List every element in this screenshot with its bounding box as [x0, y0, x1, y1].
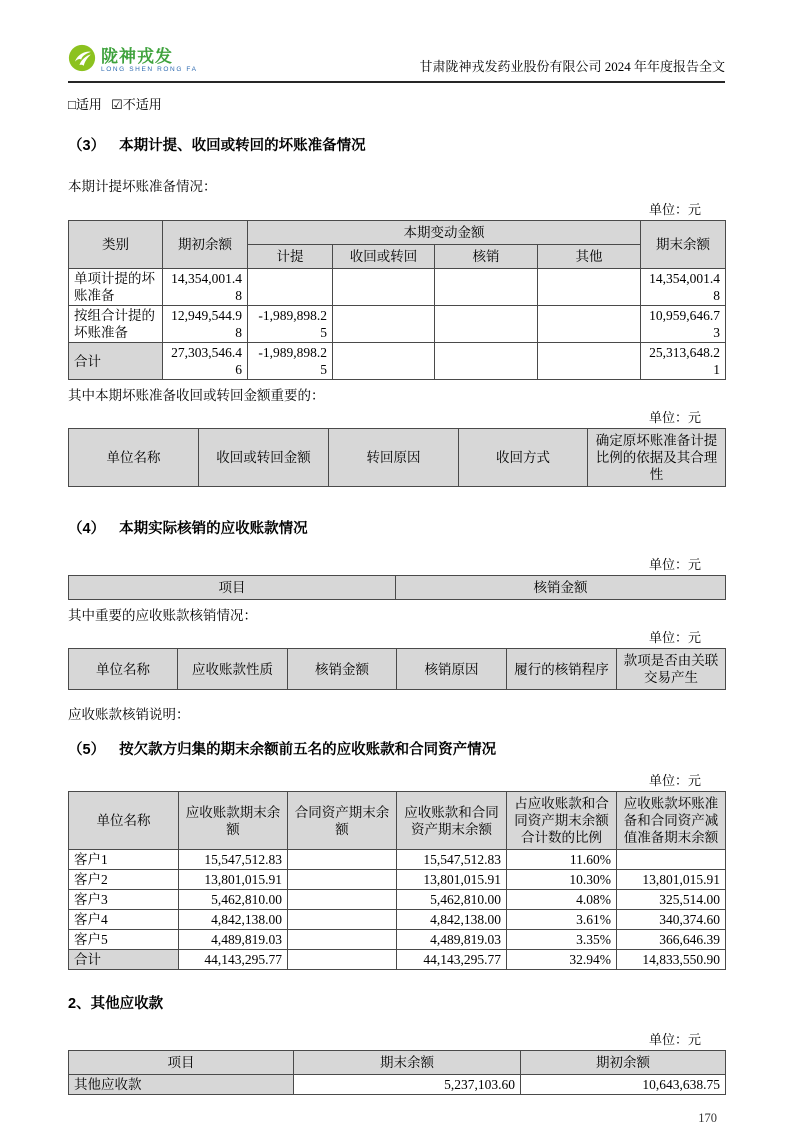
- checkbox-unchecked-icon: □: [68, 97, 76, 112]
- closing-value: 10,959,646.73: [641, 306, 726, 343]
- combined-value: 13,801,015.91: [397, 870, 507, 890]
- total-label: 合计: [69, 950, 179, 970]
- opening-value: 12,949,544.98: [163, 306, 248, 343]
- brand-name-en: LONG SHEN RONG FA: [101, 65, 198, 73]
- col-header-closing-balance: 期末余额: [294, 1051, 521, 1075]
- section5-number: （5）: [68, 742, 106, 758]
- recover-total: [333, 343, 435, 380]
- combined-value: 4,842,138.00: [397, 910, 507, 930]
- contract-asset-value: [288, 910, 397, 930]
- col-header-provision-closing: 应收账款坏账准备和合同资产减值准备期末余额: [617, 792, 726, 850]
- checkbox-applicable-label: 适用: [75, 97, 102, 112]
- contract-asset-value: [288, 870, 397, 890]
- section3-title: [68, 134, 725, 155]
- ratio-value: 4.08%: [507, 890, 617, 910]
- closing-balance-value: 5,237,103.60: [294, 1075, 521, 1095]
- top5-receivables-table: [68, 791, 726, 970]
- receivable-value: 5,462,810.00: [179, 890, 288, 910]
- unit-label-4: 单位：元: [648, 630, 701, 645]
- recover-detail-table: [68, 428, 726, 487]
- logo-wordmark: [101, 48, 198, 74]
- col-header-unit-name: 单位名称: [69, 649, 178, 690]
- receivable-value: 4,842,138.00: [179, 910, 288, 930]
- writeoff-summary-table: [68, 575, 726, 600]
- writeoff-total: [435, 343, 538, 380]
- table-total-row: [69, 950, 726, 970]
- writeoff-value: [435, 306, 538, 343]
- opening-total: 27,303,546.46: [163, 343, 248, 380]
- col-header-recover: 收回或转回: [333, 245, 435, 269]
- col-header-closing: 期末余额: [641, 221, 726, 269]
- col-header-recover-reason: 转回原因: [329, 429, 459, 487]
- table-row: [69, 306, 726, 343]
- receivable-value: 13,801,015.91: [179, 870, 288, 890]
- col-header-combined-closing: 应收账款和合同资产期末余额: [397, 792, 507, 850]
- accrual-value: [248, 269, 333, 306]
- customer-name: 客户1: [69, 850, 179, 870]
- col-header-opening-balance: 期初余额: [521, 1051, 726, 1075]
- customer-name: 客户4: [69, 910, 179, 930]
- page-header: [68, 44, 725, 83]
- ratio-value: 3.35%: [507, 930, 617, 950]
- combined-value: 5,462,810.00: [397, 890, 507, 910]
- recover-value: [333, 269, 435, 306]
- col-header-writeoff-reason: 核销原因: [397, 649, 507, 690]
- receivable-total: 44,143,295.77: [179, 950, 288, 970]
- customer-name: 客户2: [69, 870, 179, 890]
- opening-balance-value: 10,643,638.75: [521, 1075, 726, 1095]
- contract-asset-value: [288, 930, 397, 950]
- other-value: [538, 269, 641, 306]
- section4-title: [68, 517, 725, 538]
- checkbox-not-applicable-label: 不适用: [122, 97, 162, 112]
- contract-asset-total: [288, 950, 397, 970]
- receivable-value: 15,547,512.83: [179, 850, 288, 870]
- opening-value: 14,354,001.48: [163, 269, 248, 306]
- col-header-item: 项目: [69, 1051, 294, 1075]
- customer-name: 客户3: [69, 890, 179, 910]
- combined-total: 44,143,295.77: [397, 950, 507, 970]
- col-header-receivable-nature: 应收账款性质: [178, 649, 288, 690]
- col-header-opening: 期初余额: [163, 221, 248, 269]
- writeoff-detail-table: [68, 648, 726, 690]
- section4-number: （4）: [68, 521, 106, 537]
- other-value: [538, 306, 641, 343]
- accrual-value: -1,989,898.25: [248, 306, 333, 343]
- row-category: 单项计提的坏账准备: [69, 269, 163, 306]
- item-label: 其他应收款: [69, 1075, 294, 1095]
- other-receivables-title: 2、其他应收款: [68, 996, 164, 1012]
- logo-bird-icon: [68, 44, 96, 77]
- ratio-total: 32.94%: [507, 950, 617, 970]
- col-header-basis: 确定原坏账准备计提比例的依据及其合理性: [588, 429, 726, 487]
- section4-note: 其中重要的应收账款核销情况：: [68, 608, 257, 623]
- total-label: 合计: [69, 343, 163, 380]
- section5-title-text: 按欠款方归集的期末余额前五名的应收账款和合同资产情况: [119, 742, 497, 758]
- unit-label-1: 单位：元: [648, 202, 701, 217]
- col-header-recover-amount: 收回或转回金额: [199, 429, 329, 487]
- table-row: [69, 850, 726, 870]
- table-row: [69, 890, 726, 910]
- bad-debt-provision-table: [68, 220, 726, 380]
- section4-title-text: 本期实际核销的应收账款情况: [119, 521, 308, 537]
- section3-title-text: 本期计提、收回或转回的坏账准备情况: [119, 138, 366, 154]
- provision-value: 13,801,015.91: [617, 870, 726, 890]
- col-header-item: 项目: [69, 576, 396, 600]
- table-row: [69, 870, 726, 890]
- combined-value: 15,547,512.83: [397, 850, 507, 870]
- col-header-writeoff-procedure: 履行的核销程序: [507, 649, 617, 690]
- ratio-value: 11.60%: [507, 850, 617, 870]
- writeoff-value: [435, 269, 538, 306]
- checkbox-applicable: [68, 97, 102, 112]
- table-row: [69, 910, 726, 930]
- col-header-unit-name: 单位名称: [69, 429, 199, 487]
- col-header-other: 其他: [538, 245, 641, 269]
- col-header-unit-name: 单位名称: [69, 792, 179, 850]
- unit-label-2: 单位：元: [648, 410, 701, 425]
- closing-total: 25,313,648.21: [641, 343, 726, 380]
- report-title: 甘肃陇神戎发药业股份有限公司 2024 年年度报告全文: [419, 59, 725, 74]
- provision-value: 340,374.60: [617, 910, 726, 930]
- receivable-value: 4,489,819.03: [179, 930, 288, 950]
- combined-value: 4,489,819.03: [397, 930, 507, 950]
- applicability-row: [68, 94, 725, 113]
- ratio-value: 10.30%: [507, 870, 617, 890]
- section5-title: [68, 738, 725, 759]
- checkbox-not-applicable: [111, 97, 162, 112]
- ratio-value: 3.61%: [507, 910, 617, 930]
- page-number: 170: [698, 1111, 717, 1125]
- table-row: [69, 1075, 726, 1095]
- customer-name: 客户5: [69, 930, 179, 950]
- table-row: [69, 930, 726, 950]
- col-header-related-party: 款项是否由关联交易产生: [617, 649, 726, 690]
- contract-asset-value: [288, 890, 397, 910]
- other-total: [538, 343, 641, 380]
- col-header-writeoff-amount: 核销金额: [288, 649, 397, 690]
- table-row: [69, 269, 726, 306]
- col-header-recover-method: 收回方式: [459, 429, 588, 487]
- col-header-writeoff-amount: 核销金额: [396, 576, 726, 600]
- provision-value: 366,646.39: [617, 930, 726, 950]
- col-header-contract-asset-closing: 合同资产期末余额: [288, 792, 397, 850]
- col-header-receivable-closing: 应收账款期末余额: [179, 792, 288, 850]
- table-total-row: [69, 343, 726, 380]
- recover-value: [333, 306, 435, 343]
- section3-intro: 本期计提坏账准备情况：: [68, 179, 217, 194]
- provision-total: 14,833,550.90: [617, 950, 726, 970]
- closing-value: 14,354,001.48: [641, 269, 726, 306]
- accrual-total: -1,989,898.25: [248, 343, 333, 380]
- brand-name-cn: 陇神戎发: [101, 46, 173, 66]
- row-category: 按组合计提的坏账准备: [69, 306, 163, 343]
- col-header-ratio: 占应收账款和合同资产期末余额合计数的比例: [507, 792, 617, 850]
- unit-label-6: 单位：元: [648, 1032, 701, 1047]
- unit-label-5: 单位：元: [648, 773, 701, 788]
- col-header-writeoff: 核销: [435, 245, 538, 269]
- section3-note: 其中本期坏账准备收回或转回金额重要的：: [68, 388, 325, 403]
- checkbox-checked-icon: ☑: [111, 97, 123, 112]
- other-receivables-table: [68, 1050, 726, 1095]
- col-header-accrual: 计提: [248, 245, 333, 269]
- provision-value: 325,514.00: [617, 890, 726, 910]
- col-header-category: 类别: [69, 221, 163, 269]
- provision-value: [617, 850, 726, 870]
- company-logo: [68, 44, 198, 77]
- contract-asset-value: [288, 850, 397, 870]
- section3-number: （3）: [68, 138, 106, 154]
- col-header-change-group: 本期变动金额: [248, 221, 641, 245]
- unit-label-3: 单位：元: [648, 557, 701, 572]
- writeoff-note: 应收账款核销说明：: [68, 707, 190, 722]
